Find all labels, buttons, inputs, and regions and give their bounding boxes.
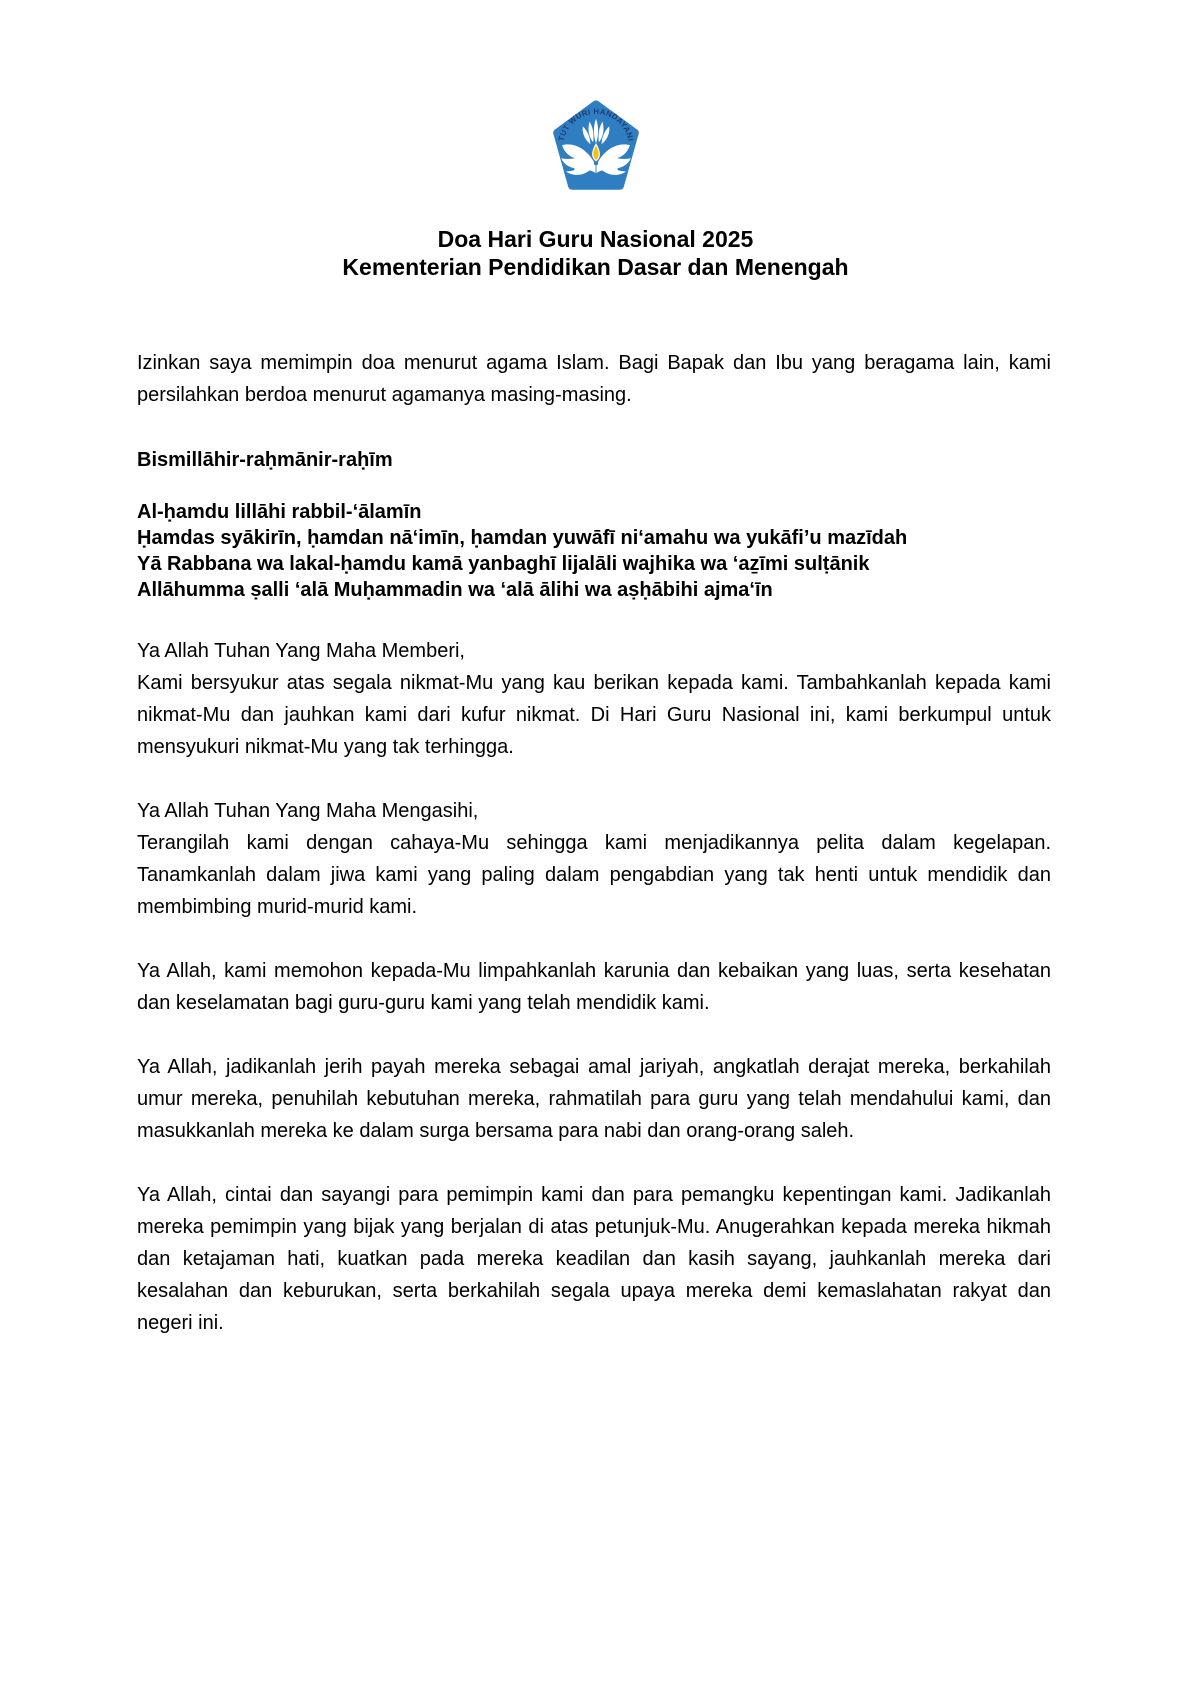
transliteration-line: Yā Rabbana wa lakal-ḥamdu kamā yanbaghī lijalāli wajhika wa ‘aẕīmi sulṭānik: [137, 553, 870, 575]
prayer-lead: Ya Allah Tuhan Yang Maha Memberi,: [137, 640, 465, 662]
prayer-body: Terangilah kami dengan cahaya-Mu sehingga kami menjadikannya pelita dalam kegelapan. Tanamkanlah dalam jiwa kami yang paling dalam pengabdian yang tak henti untuk mendidik dan membimbing murid-murid kami.: [137, 832, 1051, 918]
prayer-body: Ya Allah, kami memohon kepada-Mu limpahkanlah karunia dan kebaikan yang luas, serta kesehatan dan keselamatan bagi guru-guru kami yang telah mendidik kami.: [137, 960, 1051, 1014]
document-title: Doa Hari Guru Nasional 2025: [437, 226, 754, 252]
prayer-paragraph: [137, 955, 1051, 1019]
transliteration-line: Allāhumma ṣalli ‘alā Muḥammadin wa ‘alā ālihi wa aṣḥābihi ajma‘īn: [137, 579, 773, 601]
intro-paragraph: Izinkan saya memimpin doa menurut agama Islam. Bagi Bapak dan Ibu yang beragama lain, kami persilahkan berdoa menurut agamanya masing-masing.: [137, 352, 1051, 406]
basmalah-line: Bismillāhir-raḥmānir-raḥīm: [137, 449, 393, 471]
prayer-paragraph: [137, 1051, 1051, 1147]
prayer-paragraph: [137, 795, 1051, 923]
tut-wuri-handayani-icon: [548, 100, 644, 194]
document-subtitle: Kementerian Pendidikan Dasar dan Menengah: [342, 254, 849, 280]
logo-arc-text: TUT WURI HANDAYANI: [556, 106, 635, 143]
prayer-body: Kami bersyukur atas segala nikmat-Mu yang kau berikan kepada kami. Tambahkanlah kepada kami nikmat-Mu dan jauhkan kami dari kufur nikmat. Di Hari Guru Nasional ini, kami berkumpul untuk mensyukuri nikmat-Mu yang tak terhingga.: [137, 672, 1051, 758]
prayer-lead: Ya Allah Tuhan Yang Maha Mengasihi,: [137, 800, 479, 822]
prayer-paragraph: [137, 635, 1051, 763]
document-body: [137, 347, 1051, 1339]
prayer-paragraph: [137, 1179, 1051, 1339]
transliteration-block: [137, 499, 1051, 603]
title-block: [0, 225, 1191, 281]
prayer-body: Ya Allah, jadikanlah jerih payah mereka sebagai amal jariyah, angkatlah derajat mereka, berkahilah umur mereka, penuhilah kebutuhan mereka, rahmatilah para guru yang telah mendahului kami, dan masukkanlah mereka ke dalam surga bersama para nabi dan orang-orang saleh.: [137, 1056, 1051, 1142]
transliteration-line: Al-ḥamdu lillāhi rabbil-‘ālamīn: [137, 501, 422, 523]
prayer-body: Ya Allah, cintai dan sayangi para pemimpin kami dan para pemangku kepentingan kami. Jadikanlah mereka pemimpin yang bijak yang berjalan di atas petunjuk-Mu. Anugerahkan kepada mereka hikmah dan ketajaman hati, kuatkan pada mereka keadilan dan kasih sayang, jauhkanlah mereka dari kesalahan dan keburukan, serta berkahilah segala upaya mereka demi kemaslahatan rakyat dan negeri ini.: [137, 1184, 1051, 1334]
ministry-logo: [0, 0, 1191, 199]
transliteration-line: Ḥamdas syākirīn, ḥamdan nā‘imīn, ḥamdan yuwāfī ni‘amahu wa yukāfi’u mazīdah: [137, 527, 908, 549]
